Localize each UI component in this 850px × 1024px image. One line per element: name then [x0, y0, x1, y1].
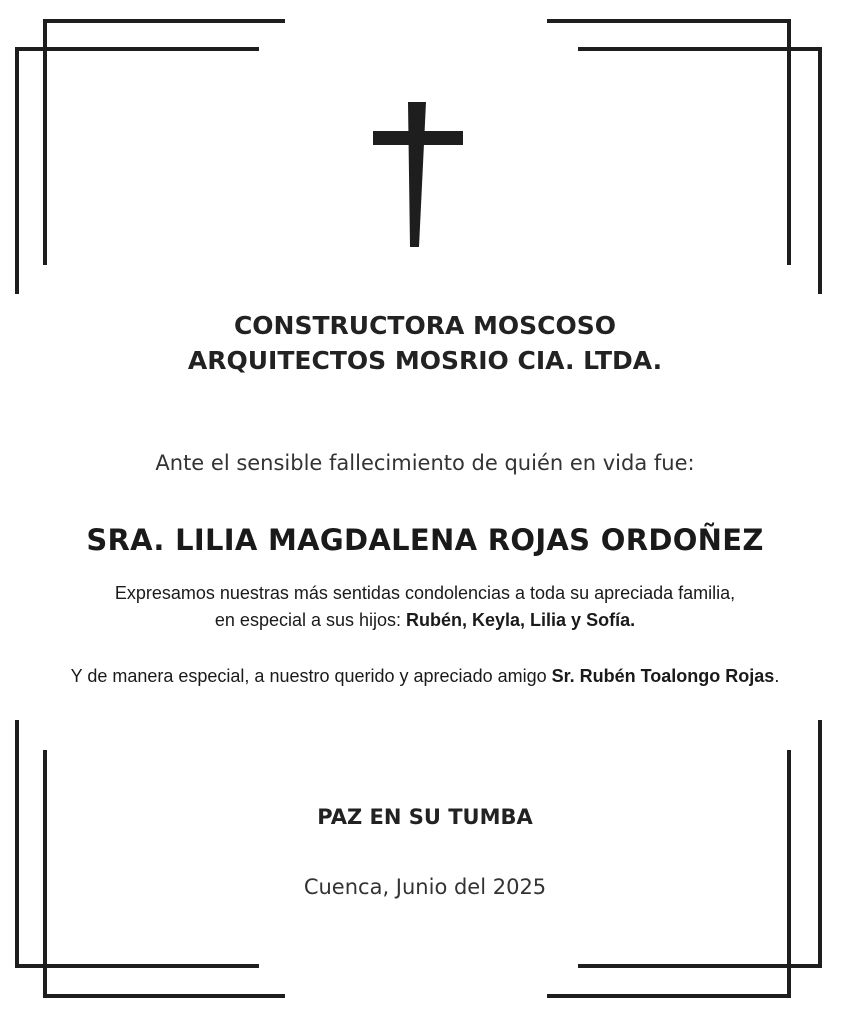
company-name — [0, 308, 850, 378]
friend-suffix: . — [774, 666, 780, 686]
condolences-line2-prefix: en especial a sus hijos: — [214, 610, 407, 630]
company-name-line1: CONSTRUCTORA MOSCOSO — [233, 311, 617, 340]
place-date: Cuenca, Junio del 2025 — [303, 875, 547, 899]
cross-icon — [373, 102, 463, 247]
friend-paragraph — [0, 663, 850, 690]
intro-text: Ante el sensible fallecimiento de quién en vida fue: — [155, 451, 695, 475]
friend-prefix: Y de manera especial, a nuestro querido y apreciado amigo — [70, 666, 552, 686]
condolences-paragraph — [0, 580, 850, 634]
children-names: Rubén, Keyla, Lilia y Sofía. — [406, 610, 636, 630]
condolences-line1: Expresamos nuestras más sentidas condolencias a toda su apreciada familia, — [114, 583, 736, 603]
friend-name: Sr. Rubén Toalongo Rojas — [551, 666, 775, 686]
closing-phrase: PAZ EN SU TUMBA — [317, 805, 533, 829]
company-name-line2: ARQUITECTOS MOSRIO CIA. LTDA. — [187, 346, 663, 375]
condolences-line2 — [0, 607, 850, 634]
deceased-name: SRA. LILIA MAGDALENA ROJAS ORDOÑEZ — [86, 523, 764, 557]
